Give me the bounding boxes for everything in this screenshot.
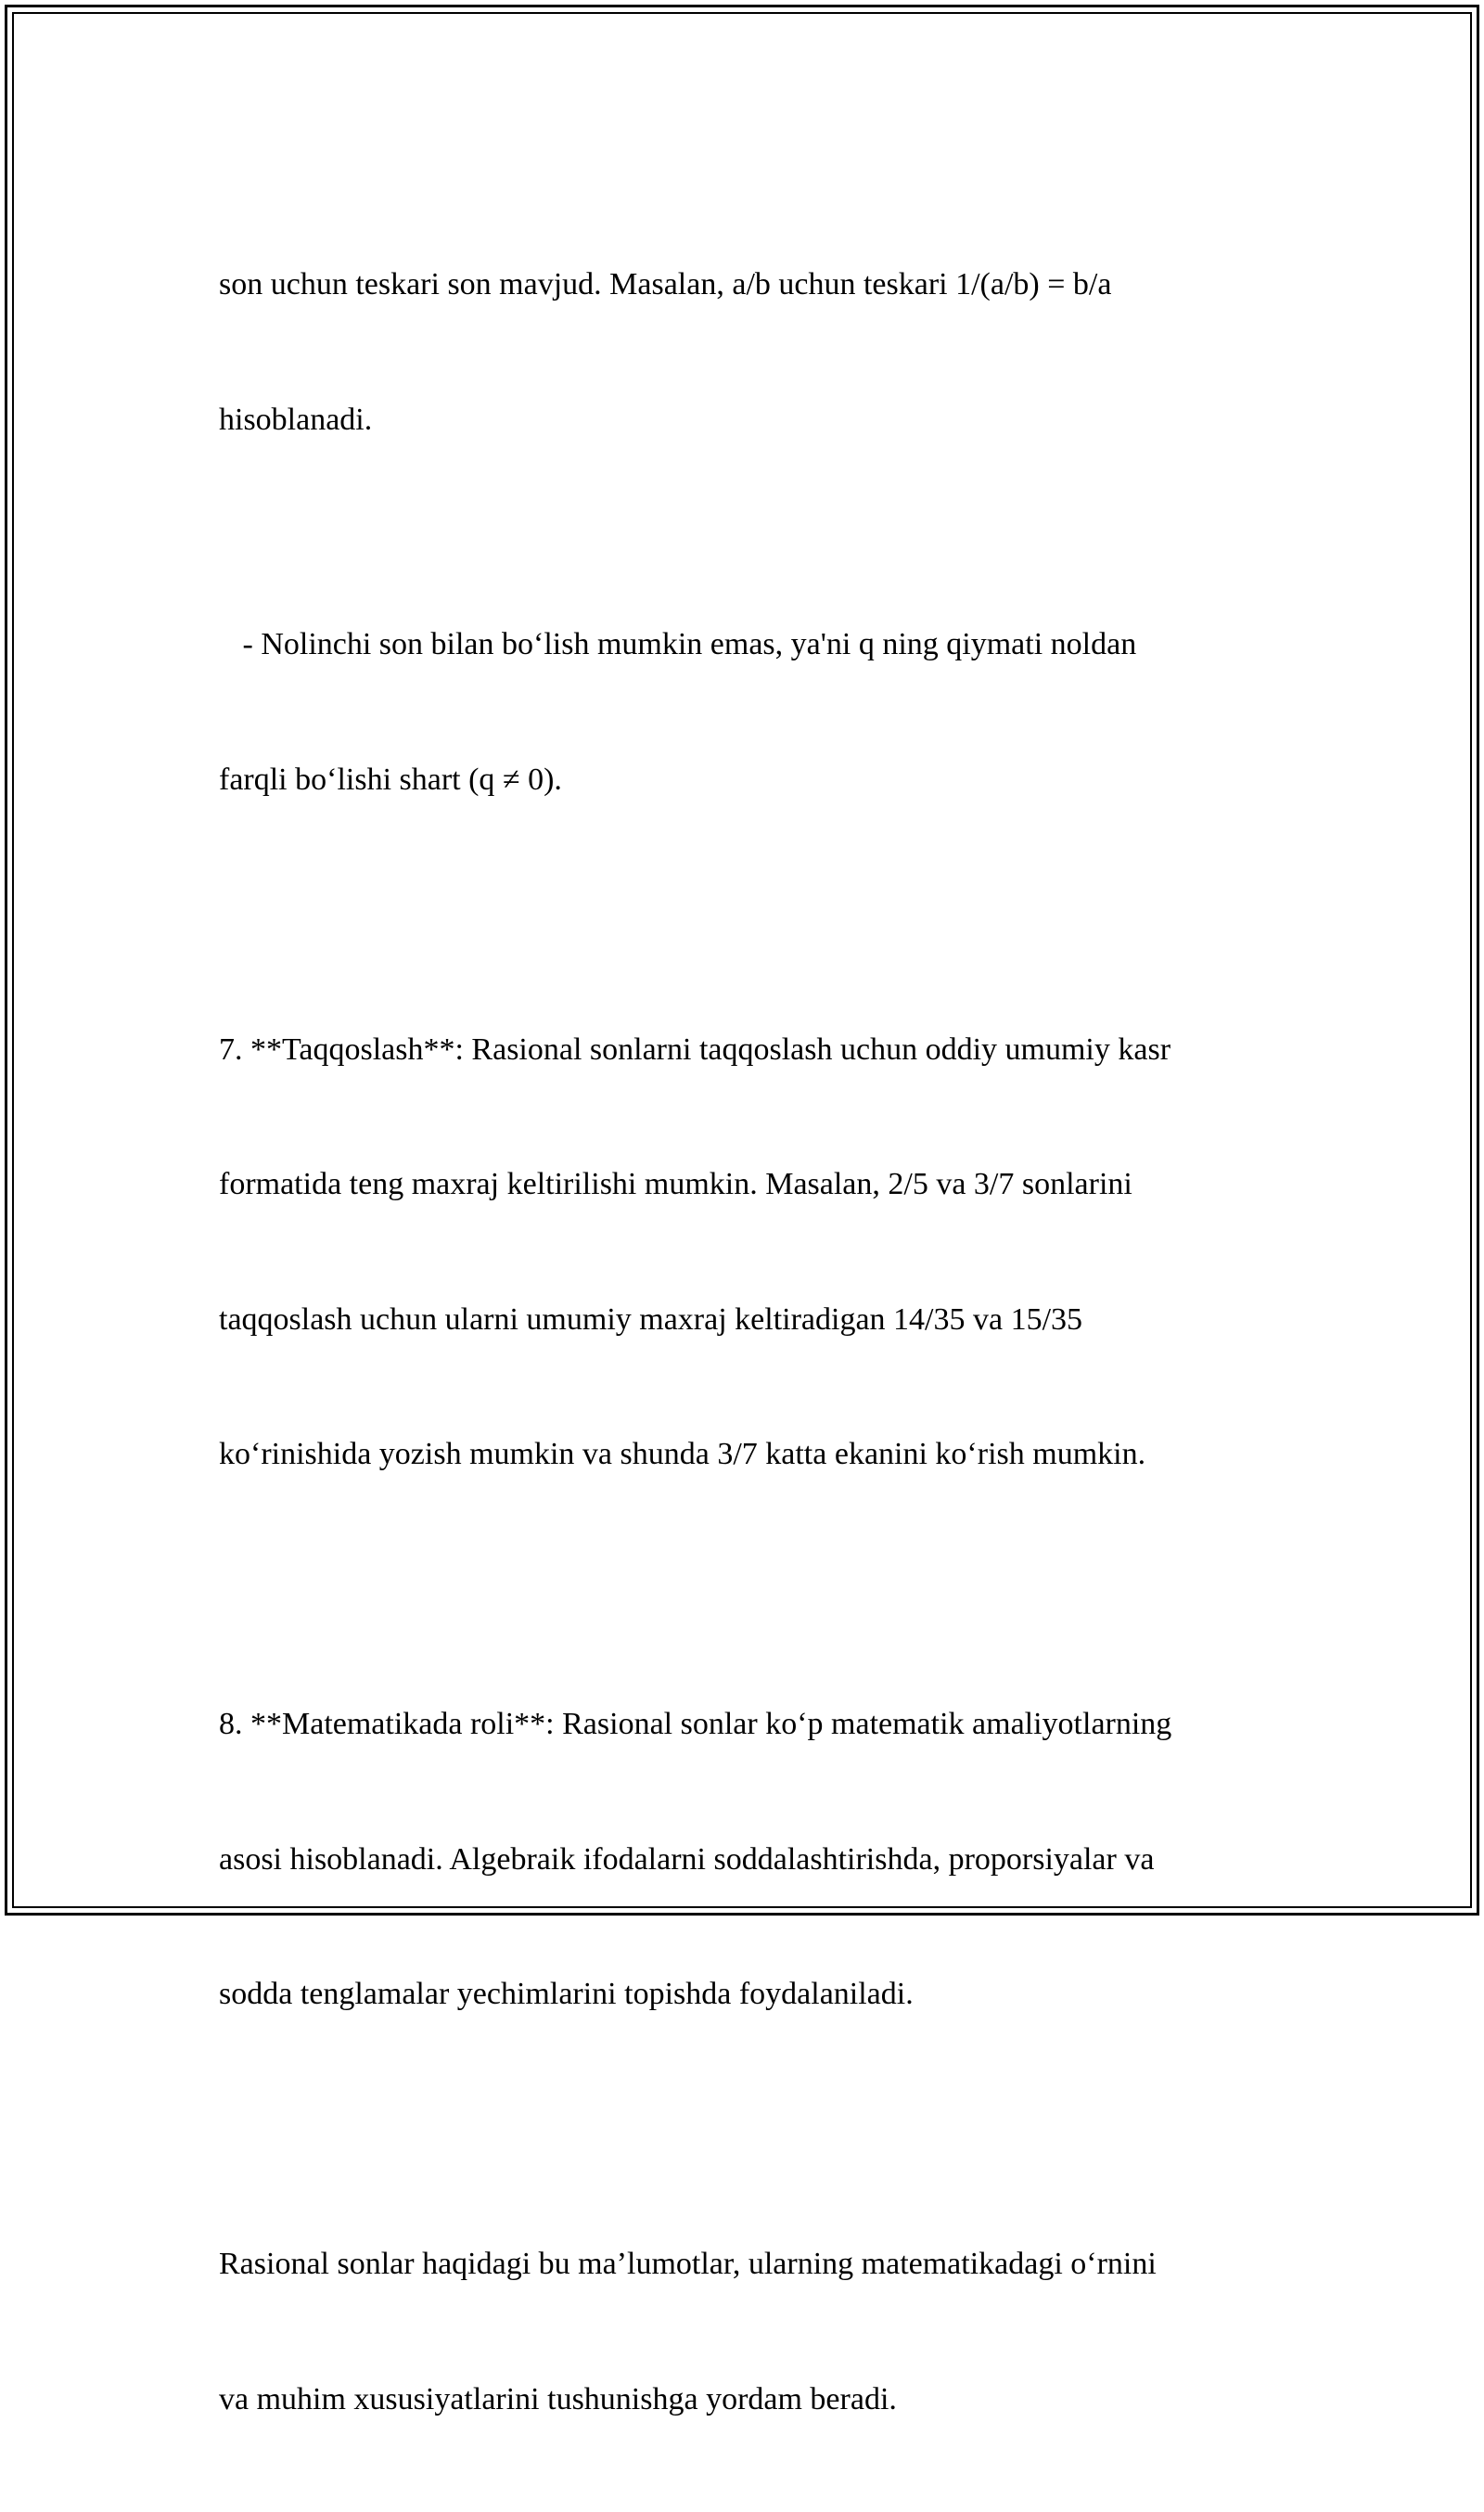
paragraph-comparison xyxy=(219,938,1267,1568)
paragraph-gap xyxy=(219,2108,1267,2153)
text-line: farqli bo‘lishi shart (q ≠ 0). xyxy=(219,762,562,797)
text-line: Rasional sonlar haqidagi bu ma’lumotlar, ularning matematikadagi o‘rnini xyxy=(219,2247,1157,2281)
document-body xyxy=(219,173,1267,2512)
text-line: - Nolinchi son bilan bo‘lish mumkin emas, ya'ni q ning qiymati noldan xyxy=(219,627,1137,661)
text-line: taqqoslash uchun ularni umumiy maxraj keltiradigan 14/35 va 15/35 xyxy=(219,1301,1083,1337)
text-line: 8. **Matematikada roli**: Rasional sonlar ko‘p matematik amaliyotlarning xyxy=(219,1707,1172,1741)
text-line: ko‘rinishida yozish mumkin va shunda 3/7 katta ekanini ko‘rish mumkin. xyxy=(219,1437,1146,1471)
text-line: 7. **Taqqoslash**: Rasional sonlarni taqqoslash uchun oddiy umumiy kasr xyxy=(219,1032,1171,1067)
text-line: asosi hisoblanadi. Algebraik ifodalarni soddalashtirishda, proporsiyalar va xyxy=(219,1841,1155,1877)
text-line: hisoblanadi. xyxy=(219,402,373,437)
text-line: sodda tenglamalar yechimlarini topishda foydalaniladi. xyxy=(219,1977,914,2011)
text-line: son uchun teskari son mavjud. Masalan, a/b uchun teskari 1/(a/b) = b/a xyxy=(219,267,1112,301)
paragraph-gap xyxy=(219,1568,1267,1613)
paragraph-conclusion xyxy=(219,2152,1267,2512)
paragraph-division-by-zero xyxy=(219,532,1267,892)
paragraph-inverse-continuation xyxy=(219,173,1267,532)
paragraph-role-in-math xyxy=(219,1612,1267,2108)
text-line: formatida teng maxraj keltirilishi mumkin. Masalan, 2/5 va 3/7 sonlarini xyxy=(219,1167,1132,1201)
text-line: va muhim xususiyatlarini tushunishga yordam beradi. xyxy=(219,2381,897,2416)
paragraph-gap xyxy=(219,892,1267,938)
